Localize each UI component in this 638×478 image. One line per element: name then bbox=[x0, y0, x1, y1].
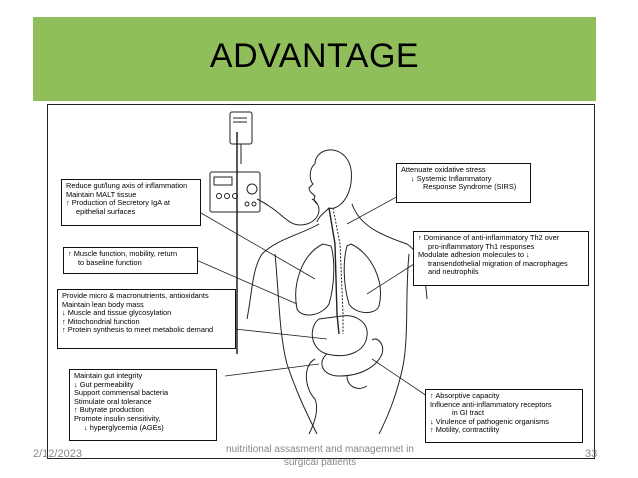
callout-gut-integrity bbox=[69, 369, 217, 441]
callout-line: Response Syndrome (SIRS) bbox=[423, 182, 517, 192]
callout-line: ↑ Protein synthesis to meet metabolic demand bbox=[62, 325, 214, 335]
callout-line: Modulate adhesion molecules to ↓ bbox=[418, 250, 530, 260]
callout-line: Influence anti-inflammatory receptors bbox=[430, 399, 552, 409]
callout-muscle-function bbox=[63, 247, 198, 274]
right-lung bbox=[344, 244, 380, 313]
callout-line: Provide micro & macronutrients, antioxidants bbox=[62, 291, 209, 300]
callout-line: pro-inflammatory Th1 responses bbox=[428, 241, 535, 251]
callout-line: ↑ Production of Secretory IgA at bbox=[66, 198, 170, 208]
slide-title: ADVANTAGE bbox=[209, 37, 420, 75]
callout-line: ↓ Systemic Inflammatory bbox=[411, 173, 492, 183]
callout-line: ↓ Virulence of pathogenic organisms bbox=[430, 416, 550, 426]
callout-th2 bbox=[413, 231, 589, 286]
callout-line: to baseline function bbox=[78, 257, 142, 267]
callout-line: ↑ Muscle function, mobility, return bbox=[68, 249, 178, 258]
callout-line: ↓ Gut permeability bbox=[74, 379, 134, 389]
intestine bbox=[322, 339, 383, 376]
callout-line: ↑ Butyrate production bbox=[74, 405, 144, 415]
title-banner bbox=[33, 17, 596, 101]
footer-title: nuitritional assasment and managemnet in surgical patients bbox=[226, 444, 414, 468]
callout-oxidative bbox=[396, 163, 531, 203]
callout-line: ↑ Mitochondrial function bbox=[62, 316, 140, 326]
callout-line: Support commensal bacteria bbox=[74, 388, 169, 398]
callout-line: Maintain MALT tissue bbox=[66, 189, 137, 199]
callout-line: Promote insulin sensitivity, bbox=[74, 413, 161, 423]
callout-line: ↑ Dominance of anti-inflammatory Th2 over bbox=[418, 233, 560, 242]
callout-line: ↑ Absorptive capacity bbox=[430, 391, 500, 400]
callout-line: Attenuate oxidative stress bbox=[401, 165, 486, 174]
callout-absorptive bbox=[425, 389, 583, 443]
feeding-bag bbox=[230, 112, 252, 144]
callout-gut-lung bbox=[61, 179, 201, 226]
page-number: 33 bbox=[585, 448, 598, 460]
callout-line: ↓ hyperglycemia (AGEs) bbox=[84, 422, 164, 432]
callout-line: and neutrophils bbox=[428, 267, 479, 277]
callout-line: ↑ Motility, contractility bbox=[430, 425, 500, 435]
stomach bbox=[312, 316, 367, 356]
footer-date: 2/12/2023 bbox=[33, 448, 82, 460]
left-lung bbox=[296, 244, 334, 315]
callout-line: in GI tract bbox=[452, 408, 485, 418]
callout-line: Reduce gut/lung axis of inflammation bbox=[66, 181, 188, 190]
callout-line: Stimulate oral tolerance bbox=[74, 396, 152, 406]
callout-line: epithelial surfaces bbox=[76, 206, 136, 216]
callout-line: transendothelial migration of macrophages bbox=[428, 258, 568, 268]
callout-line: Maintain lean body mass bbox=[62, 299, 144, 309]
callout-line: ↓ Muscle and tissue glycosylation bbox=[62, 308, 172, 318]
callout-line: Maintain gut integrity bbox=[74, 371, 143, 380]
callout-micro-nutrients bbox=[57, 289, 236, 349]
